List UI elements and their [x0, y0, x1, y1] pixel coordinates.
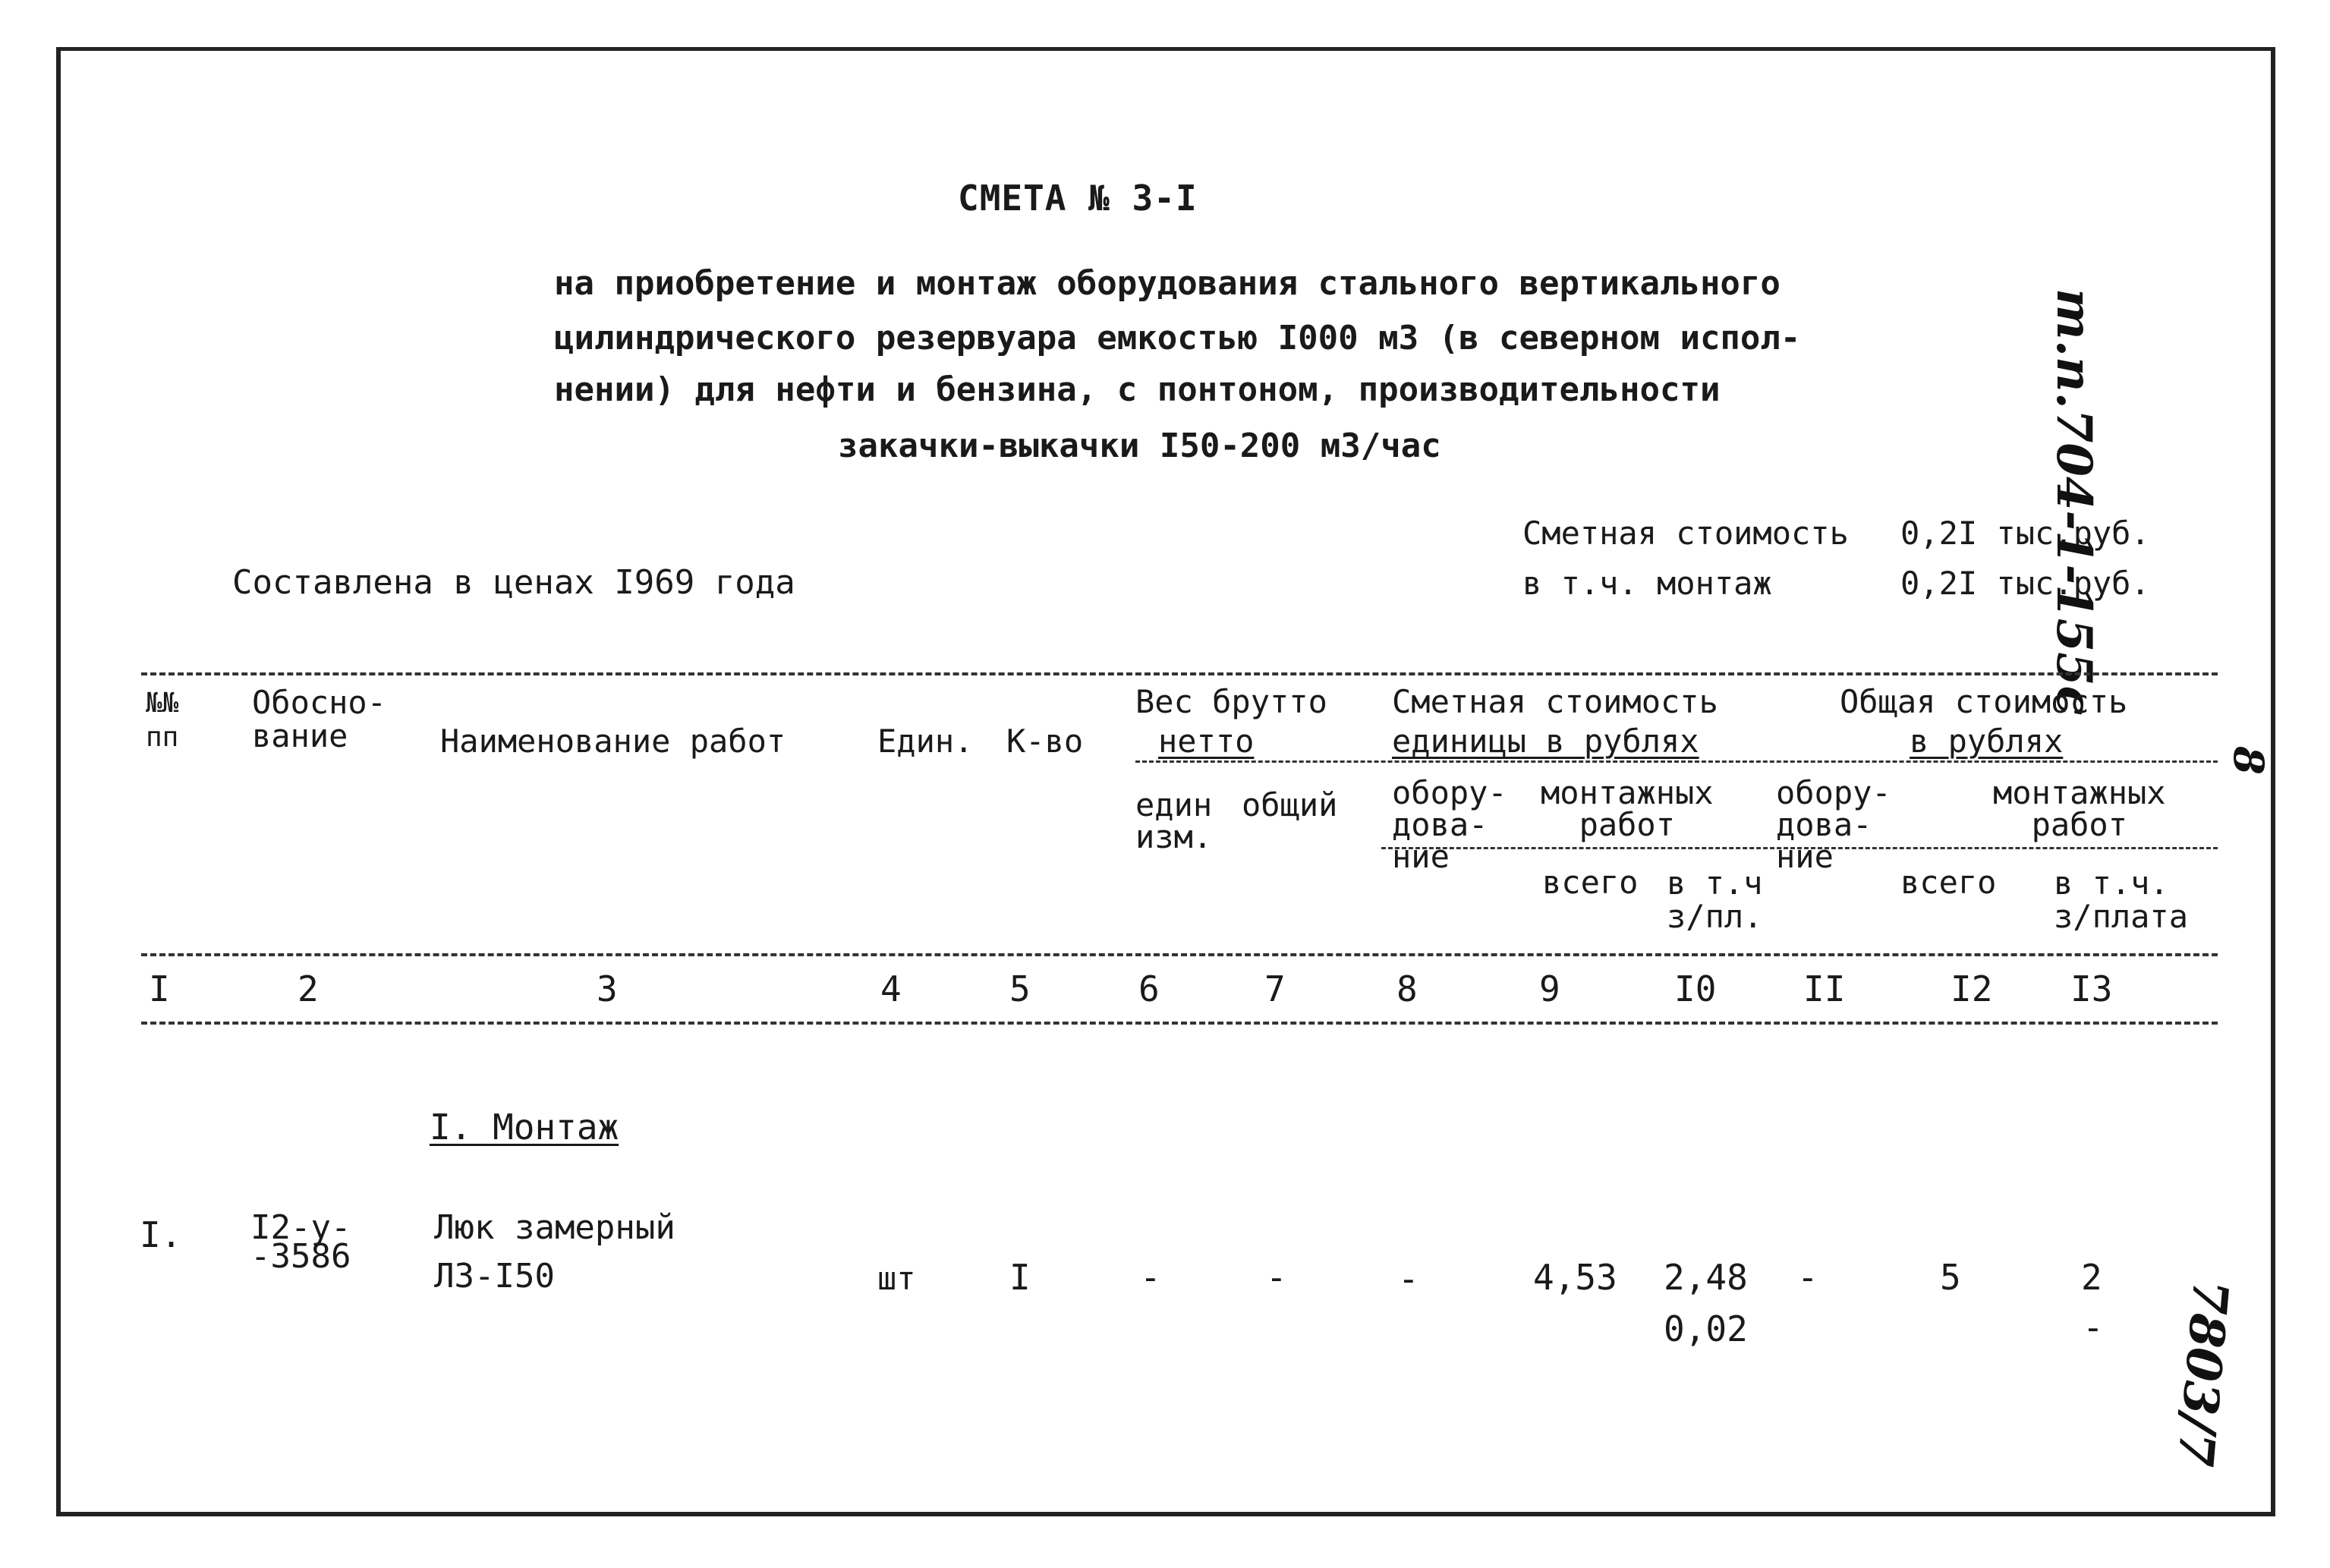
row-basis-line2: -3586 [250, 1237, 351, 1276]
header-weight-net: нетто [1158, 723, 1255, 760]
section-title [430, 1107, 619, 1148]
header-weight-total: общий [1242, 786, 1338, 823]
estimate-cost-value: 0,2I тыс.руб. [1900, 515, 2150, 552]
estimate-cost-label: Сметная стоимость [1522, 515, 1849, 552]
header-basis: Обосно- вание [252, 684, 387, 755]
page-title: СМЕТА № 3-I [958, 178, 1198, 219]
header-weight: Вес брутто [1135, 683, 1327, 720]
header-install-9-10: монтажных работ [1541, 774, 1714, 843]
row-install-all-wage: 2 [2081, 1257, 2102, 1298]
column-number: II [1803, 968, 1846, 1009]
subtitle-line-3: нении) для нефти и бензина, с понтоном, производительности [554, 370, 1721, 409]
header-unit: Един. [877, 723, 974, 760]
prices-note: Составлена в ценах I969 года [232, 563, 795, 602]
subtitle-line-4: закачки-выкачки I50-200 м3/час [838, 427, 1441, 465]
header-qty: К-во [1006, 723, 1084, 760]
header-bottom-rule [141, 953, 2218, 956]
section-title-text: I. Монтаж [430, 1107, 619, 1148]
header-incl-10: в т.ч з/пл. [1667, 864, 1763, 936]
row-equipment-total: - [1797, 1257, 1818, 1298]
handwritten-page-number: 8 [2224, 746, 2273, 775]
row-weight-unit: - [1140, 1257, 1161, 1298]
row-install-all-total: 5 [1940, 1257, 1961, 1298]
row-basis-line1: I2-у- [250, 1208, 351, 1247]
header-total-cost-sub: в рублях [1910, 723, 2064, 760]
column-number: I3 [2070, 968, 2113, 1009]
header-num: №№ пп [146, 688, 179, 753]
column-number: 3 [597, 968, 618, 1009]
row-name-line1: Люк замерный [434, 1208, 675, 1247]
column-number: 9 [1539, 968, 1560, 1009]
row-install-all-wage-extra: - [2083, 1307, 2104, 1348]
column-number: I2 [1951, 968, 1993, 1009]
header-weight-unit: един изм. [1135, 786, 1213, 855]
row-name-line2: ЛЗ-I50 [434, 1257, 555, 1296]
header-equipment-8: обору- дова- ние [1392, 774, 1507, 875]
installation-label: в т.ч. монтаж [1522, 565, 1772, 602]
handwritten-sheet-ref: 7803/7 [2165, 1277, 2239, 1469]
row-install-total: 4,53 [1533, 1257, 1617, 1298]
header-install-12-13: монтажных работ [1993, 774, 2166, 843]
row-qty: I [1009, 1257, 1031, 1298]
header-subrule-1 [1135, 760, 2218, 763]
row-unit: шт [877, 1260, 916, 1297]
column-number: 4 [880, 968, 902, 1009]
row-install-wage-extra: 0,02 [1664, 1308, 1748, 1349]
subtitle-line-2: цилиндрического резервуара емкостью I000 м3 (в северном испол- [554, 319, 1801, 357]
header-all-9: всего [1542, 864, 1639, 901]
header-unit-cost-sub: единицы в рублях [1392, 723, 1699, 760]
header-all-12: всего [1900, 864, 1997, 901]
row-weight-total: - [1266, 1257, 1287, 1298]
subtitle-line-1: на приобретение и монтаж оборудования стального вертикального [554, 264, 1781, 303]
handwritten-project-code: т.п.704-1-155с [2045, 288, 2102, 716]
header-unit-cost: Сметная стоимость [1392, 683, 1718, 720]
column-number: 2 [298, 968, 319, 1009]
column-number: 5 [1009, 968, 1031, 1009]
column-number: 7 [1264, 968, 1286, 1009]
row-install-wage: 2,48 [1664, 1257, 1748, 1298]
column-number: 6 [1138, 968, 1160, 1009]
row-equipment-unit: - [1398, 1258, 1419, 1299]
table-top-rule [141, 672, 2218, 675]
installation-value: 0,2I тыс.руб. [1900, 565, 2150, 602]
column-numbers-rule [141, 1022, 2218, 1025]
header-total-cost: Общая стоимость [1840, 683, 2128, 720]
column-number: 8 [1396, 968, 1418, 1009]
row-num: I. [140, 1214, 182, 1255]
column-number: I0 [1674, 968, 1717, 1009]
header-equipment-11: обору- дова- ние [1776, 774, 1891, 875]
column-number: I [149, 968, 170, 1009]
header-name: Наименование работ [440, 723, 786, 760]
header-incl-13: в т.ч. з/плата [2054, 864, 2189, 936]
